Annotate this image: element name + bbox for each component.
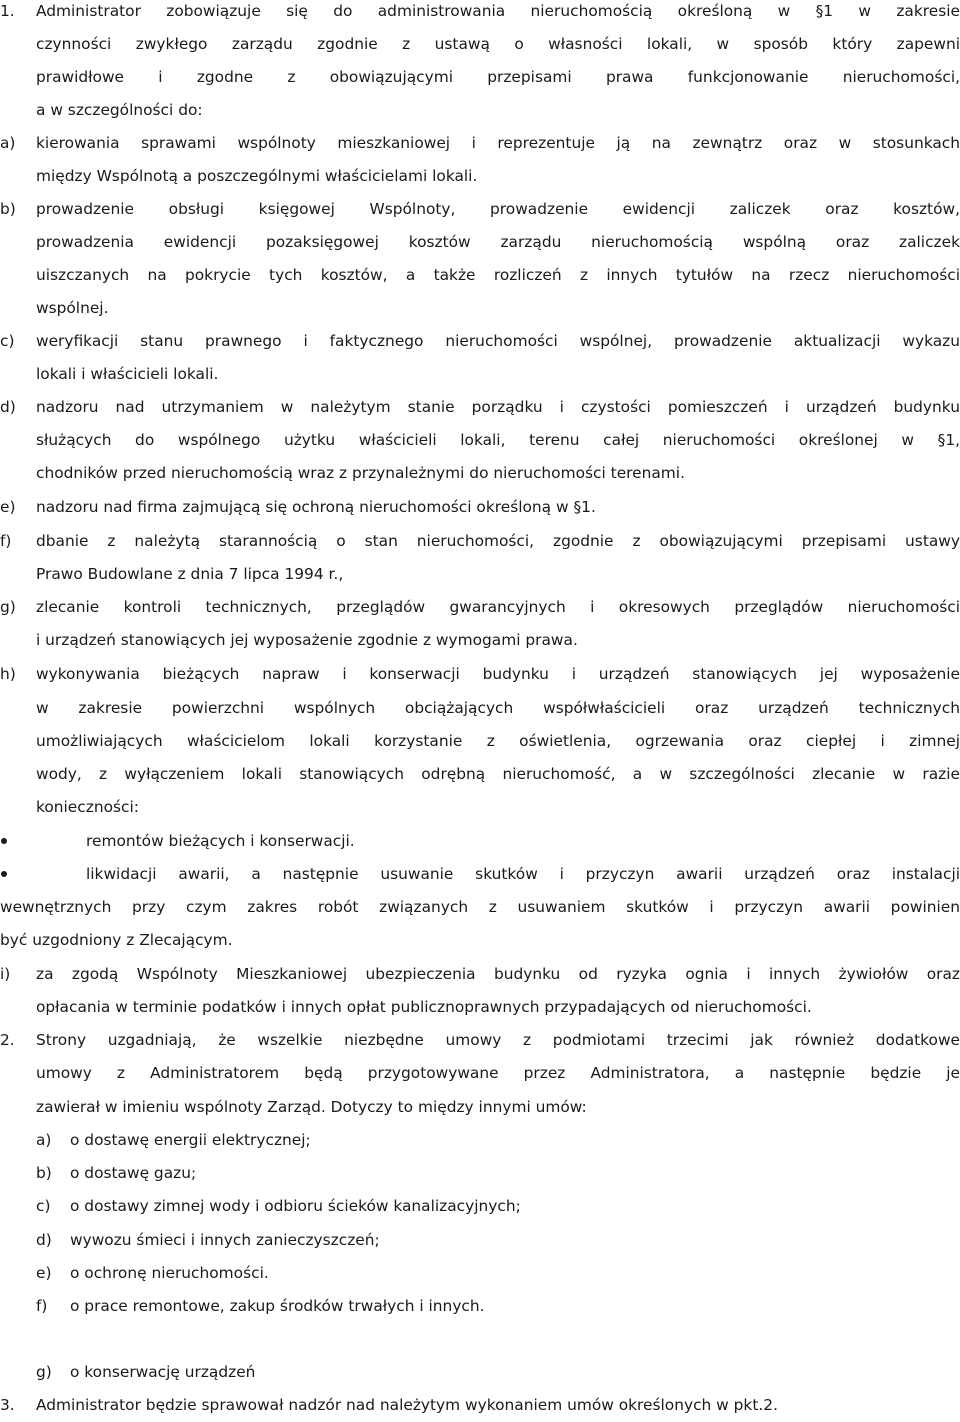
list-item-text: weryfikacji stanu prawnego i faktycznego nieruchomości wspólnej, prowadzenie aktualizacji wykazu [36, 332, 960, 350]
list-item-h-cont [0, 791, 960, 824]
paragraph-number: 3. [0, 1396, 15, 1414]
list-item-g [0, 591, 960, 624]
list-item-text: zlecanie kontroli technicznych, przeglądów gwarancyjnych i okresowych przeglądów nieruchomości [36, 598, 960, 616]
paragraph-text: czynności zwykłego zarządu zgodnie z ustawą o własności lokali, w sposób który zapewni [36, 35, 960, 53]
bullet-text: likwidacji awarii, a następnie usuwanie skutków i przyczyn awarii urządzeń oraz instalacji [86, 865, 960, 883]
contract-item-text: o prace remontowe, zakup środków trwałych i innych. [70, 1297, 485, 1315]
list-marker: f) [36, 1297, 48, 1315]
list-item-a [0, 127, 960, 160]
contract-item [0, 1224, 960, 1257]
list-item-text: chodników przed nieruchomością wraz z przynależnymi do nieruchomości terenami. [36, 464, 685, 482]
list-marker: a) [36, 1131, 52, 1149]
list-item-i-cont [0, 991, 960, 1024]
list-item-text: opłacania w terminie podatków i innych opłat publicznoprawnych przypadających od nieruchomości. [36, 998, 812, 1016]
list-item-text: i urządzeń stanowiących jej wyposażenie zgodnie z wymogami prawa. [36, 631, 578, 649]
bullet-item [0, 858, 960, 891]
list-item-e [0, 491, 960, 524]
list-item-f [0, 525, 960, 558]
list-item-text: Prawo Budowlane z dnia 7 lipca 1994 r., [36, 565, 344, 583]
paragraph-number: 1. [0, 2, 15, 20]
list-marker: b) [0, 200, 16, 218]
list-marker: g) [36, 1363, 52, 1381]
paragraph-text: umowy z Administratorem będą przygotowywane przez Administratora, a następnie będzie je [36, 1064, 960, 1082]
list-item-h-cont [0, 725, 960, 758]
contract-item-text: wywozu śmieci i innych zanieczyszczeń; [70, 1231, 380, 1249]
paragraph-text: Administrator będzie sprawował nadzór nad należytym wykonaniem umów określonych w pkt.2. [36, 1396, 778, 1414]
list-item-text: wody, z wyłączeniem lokali stanowiących odrębną nieruchomość, a w szczególności zlecanie w razie [36, 765, 960, 783]
list-item-text: służących do wspólnego użytku właścicieli lokali, terenu całej nieruchomości określonej w §1, [36, 431, 960, 449]
list-marker: d) [36, 1231, 52, 1249]
list-marker: c) [36, 1197, 51, 1215]
list-item-text: uiszczanych na pokrycie tych kosztów, a także rozliczeń z innych tytułów na rzecz nieruchomości [36, 266, 960, 284]
bullet-item-cont [0, 924, 960, 957]
list-item-d-cont [0, 457, 960, 490]
list-item-text: umożliwiających właścicielom lokali korzystanie z oświetlenia, ogrzewania oraz ciepłej i zimnej [36, 732, 960, 750]
list-marker: i) [0, 965, 11, 983]
bullet-text: wewnętrznych przy czym zakres robót związanych z usuwaniem skutków i przyczyn awarii powinien [0, 898, 960, 916]
list-item-d-cont [0, 424, 960, 457]
paragraph-text: zawierał w imieniu wspólnoty Zarząd. Dotyczy to między innymi umów: [36, 1098, 587, 1116]
list-item-h-cont [0, 692, 960, 725]
list-item-text: wspólnej. [36, 299, 109, 317]
bullet-text: remontów bieżących i konserwacji. [86, 832, 355, 850]
paragraph-1-line [0, 61, 960, 94]
contract-item [0, 1190, 960, 1223]
list-item-text: między Wspólnotą a poszczególnymi właścicielami lokali. [36, 167, 478, 185]
list-item-b-cont [0, 259, 960, 292]
list-item-i [0, 958, 960, 991]
paragraph-3-line [0, 1389, 960, 1422]
paragraph-1-line [0, 0, 960, 28]
contract-item-text: o ochronę nieruchomości. [70, 1264, 269, 1282]
list-marker: c) [0, 332, 15, 350]
list-marker: e) [36, 1264, 52, 1282]
list-item-f-cont [0, 558, 960, 591]
list-item-text: nadzoru nad utrzymaniem w należytym stanie porządku i czystości pomieszczeń i urządzeń budynku [36, 398, 960, 416]
paragraph-1-line [0, 28, 960, 61]
list-item-h-cont [0, 758, 960, 791]
list-item-text: konieczności: [36, 798, 139, 816]
bullet-icon [1, 838, 7, 844]
list-marker: h) [0, 665, 16, 683]
list-marker: d) [0, 398, 16, 416]
bullet-icon [1, 871, 7, 877]
list-marker: b) [36, 1164, 52, 1182]
list-item-text: za zgodą Wspólnoty Mieszkaniowej ubezpieczenia budynku od ryzyka ognia i innych żywiołów oraz [36, 965, 960, 983]
paragraph-number: 2. [0, 1031, 15, 1049]
list-marker: g) [0, 598, 16, 616]
list-item-text: dbanie z należytą starannością o stan nieruchomości, zgodnie z obowiązującymi przepisami ustawy [36, 532, 960, 550]
list-item-text: kierowania sprawami wspólnoty mieszkaniowej i reprezentuje ją na zewnątrz oraz w stosunkach [36, 134, 960, 152]
contract-item [0, 1356, 960, 1389]
list-marker: a) [0, 134, 16, 152]
list-item-text: w zakresie powierzchni wspólnych obciążających współwłaścicieli oraz urządzeń technicznych [36, 699, 960, 717]
list-item-text: prowadzenie obsługi księgowej Wspólnoty, prowadzenie ewidencji zaliczek oraz kosztów, [36, 200, 960, 218]
list-item-b-cont [0, 226, 960, 259]
paragraph-2-line [0, 1057, 960, 1090]
list-item-c-cont [0, 358, 960, 391]
contract-item-text: o dostawy zimnej wody i odbioru ścieków kanalizacyjnych; [70, 1197, 521, 1215]
list-item-text: nadzoru nad firma zajmującą się ochroną nieruchomości określoną w §1. [36, 498, 596, 516]
contract-item [0, 1290, 960, 1323]
contract-item [0, 1157, 960, 1190]
bullet-item [0, 825, 960, 858]
contract-item-text: o dostawę energii elektrycznej; [70, 1131, 311, 1149]
paragraph-2-line [0, 1091, 960, 1124]
paragraph-text: Administrator zobowiązuje się do administrowania nieruchomością określoną w §1 w zakresie [36, 2, 960, 20]
list-item-g-cont [0, 624, 960, 657]
bullet-item-cont [0, 891, 960, 924]
list-item-b-cont [0, 292, 960, 325]
paragraph-2-line [0, 1024, 960, 1057]
contract-item [0, 1257, 960, 1290]
list-item-a-cont [0, 160, 960, 193]
list-item-d [0, 391, 960, 424]
list-item-text: wykonywania bieżących napraw i konserwacji budynku i urządzeń stanowiących jej wyposażenie [36, 665, 960, 683]
contract-item [0, 1124, 960, 1157]
paragraph-1-line [0, 94, 960, 127]
list-item-b [0, 193, 960, 226]
paragraph-text: Strony uzgadniają, że wszelkie niezbędne umowy z podmiotami trzecimi jak również dodatkowe [36, 1031, 960, 1049]
list-marker: e) [0, 498, 16, 516]
paragraph-text: prawidłowe i zgodne z obowiązującymi przepisami prawa funkcjonowanie nieruchomości, [36, 68, 960, 86]
list-item-text: prowadzenia ewidencji pozaksięgowej kosztów zarządu nieruchomością wspólną oraz zaliczek [36, 233, 960, 251]
contract-item-text: o dostawę gazu; [70, 1164, 197, 1182]
list-item-c [0, 325, 960, 358]
contract-item-text: o konserwację urządzeń [70, 1363, 256, 1381]
list-item-text: lokali i właścicieli lokali. [36, 365, 219, 383]
list-item-h [0, 658, 960, 691]
bullet-text: być uzgodniony z Zlecającym. [0, 931, 233, 949]
paragraph-text: a w szczególności do: [36, 101, 203, 119]
list-marker: f) [0, 532, 12, 550]
